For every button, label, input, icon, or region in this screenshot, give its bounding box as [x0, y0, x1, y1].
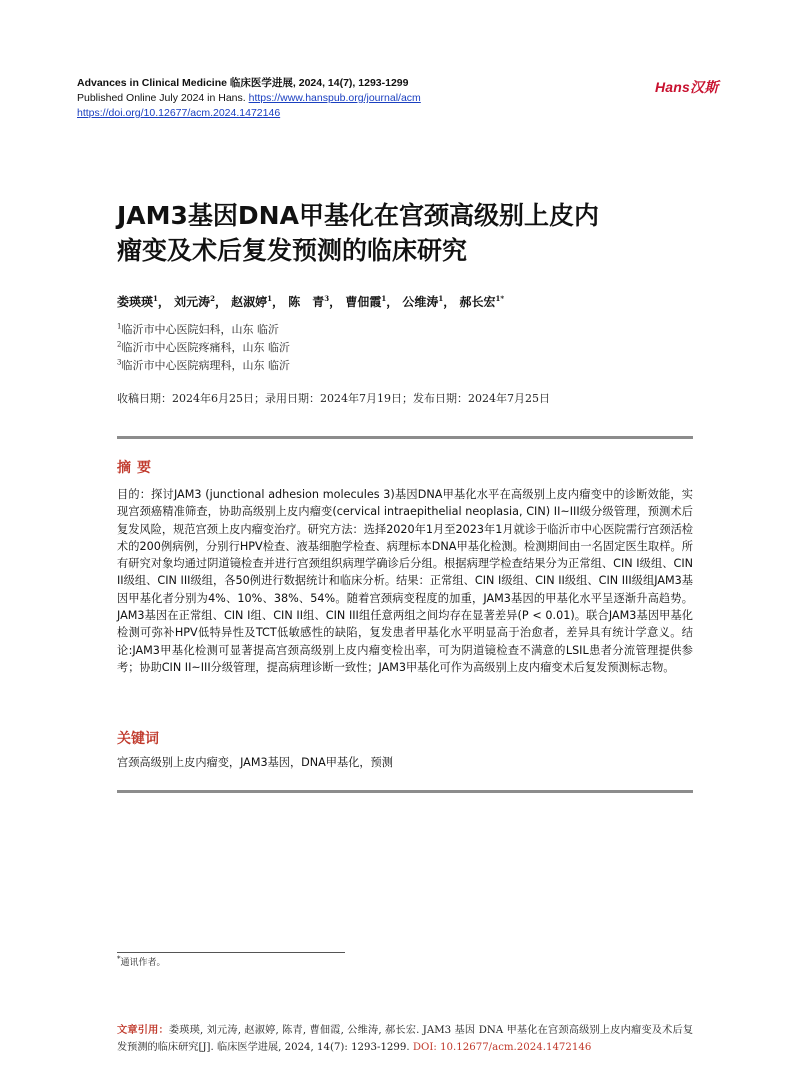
author: 郝长宏 — [459, 295, 496, 309]
author: 刘元涛 — [174, 295, 211, 309]
article-dates: 收稿日期：2024年6月25日；录用日期：2024年7月19日；发布日期：2024年7月25日 — [117, 392, 550, 405]
author: 公维涛 — [402, 295, 439, 309]
abstract-body: 目的：探讨JAM3 (junctional adhesion molecules 3)基因DNA甲基化水平在高级别上皮内瘤变中的诊断效能，实现宫颈癌精准筛查，协助高级别上皮内瘤变(cervical intraepithelial neoplasia, CIN) II~III级分级管理，预测术后复发风险，规范宫颈上皮内瘤变治疗。研究方法：选择2020年1月至2023年1月就诊于临沂市中心医院需行宫颈活检术的200例病例，分别行HPV检查、液基细胞学检查、病理标本DNA甲基化检测。检测期间由一名固定医生取样。所有研究对象均通过阴道镜检查并进行宫颈组织病理学确诊后分组。根据病理学检查结果分为正常组、CIN I级组、CIN II级组、CIN III级组，各50例进行数据统计和临床分析。结果：正常组、CIN I级组、CIN II级组、CIN III级组JAM3基因甲基化者分别为4%、10%、38%、54%。随着宫颈病变程度的加重，JAM3基因的甲基化水平呈逐渐升高趋势。JAM3基因在正常组、CIN I组、CIN II组、CIN III组任意两组之间均存在显著差异(P < 0.01)。联合JAM3基因甲基化检测可弥补HPV低特异性及TCT低敏感性的缺陷，复发患者甲基化水平明显高于治愈者，差异具有统计学意义。结论:JAM3甲基化检测可显著提高宫颈高级别上皮内瘤变检出率，可为阴道镜检查不满意的LSIL患者分流管理提供参考；协助CIN II~III分级管理，提高病理诊断一致性；JAM3甲基化可作为高级别上皮内瘤变术后复发预测标志物。 — [117, 488, 693, 674]
paper-title — [117, 198, 717, 268]
published-text: Published Online July 2024 in Hans. — [77, 92, 249, 104]
published-line — [77, 91, 677, 106]
affiliation-text: 临沂市中心医院疼痛科，山东 临沂 — [121, 341, 290, 354]
affiliation-text: 临沂市中心医院病理科，山东 临沂 — [121, 359, 290, 372]
affiliation — [117, 357, 290, 375]
author-affil-mark: 1 — [381, 294, 387, 303]
author: 陈 青 — [288, 295, 325, 309]
citation-doi-link[interactable]: DOI: 10.12677/acm.2024.1472146 — [412, 1042, 592, 1053]
author-affil-mark: 1 — [438, 294, 444, 303]
doi-link[interactable]: https://doi.org/10.12677/acm.2024.1472146 — [77, 107, 281, 119]
author-affil-mark: 3 — [324, 294, 330, 303]
section-divider-top — [117, 436, 693, 439]
author: 娄瑛瑛 — [117, 295, 154, 309]
affiliation — [117, 321, 290, 339]
author-list: 娄瑛瑛$^1$， 刘元涛$^2$， 赵淑婷$^1$， 陈 青$^3$， 曹佃霞$^1$， 公维涛$^1$， 郝长宏$^{1*}$ — [117, 294, 505, 309]
author: 曹佃霞 — [345, 295, 382, 309]
journal-header — [77, 76, 677, 121]
author-affil-mark: 1* — [495, 294, 505, 303]
abstract-heading: 摘要 — [117, 460, 157, 476]
title-line-1: JAM3基因DNA甲基化在宫颈高级别上皮内 — [117, 201, 599, 230]
author-affil-mark: 2 — [210, 294, 215, 303]
publisher-logo: Hans汉斯 — [655, 79, 719, 95]
title-line-2: 瘤变及术后复发预测的临床研究 — [117, 236, 468, 265]
footnote — [117, 955, 166, 968]
affiliation-mark: 2 — [117, 340, 122, 349]
affiliation-mark: 3 — [117, 358, 122, 367]
footnote-divider — [117, 952, 345, 953]
affiliation-mark: 1 — [117, 322, 122, 331]
citation-label: 文章引用： — [117, 1024, 169, 1036]
author: 赵淑婷 — [231, 295, 268, 309]
journal-link[interactable]: https://www.hanspub.org/journal/acm — [248, 92, 421, 104]
footnote-mark: * — [117, 955, 121, 963]
journal-name-cn: 临床医学进展, 2024, 14(7), 1293-1299 — [229, 77, 409, 89]
affiliation — [117, 339, 290, 357]
section-divider-bottom — [117, 790, 693, 793]
affiliation-list — [117, 321, 290, 375]
doi-line — [77, 106, 677, 121]
citation-block — [117, 1022, 693, 1056]
author-affil-mark: 1 — [267, 294, 273, 303]
author-affil-mark: 1 — [153, 294, 158, 303]
journal-citation-line — [77, 76, 677, 91]
keywords-body: 宫颈高级别上皮内瘤变，JAM3基因，DNA甲基化，预测 — [117, 756, 393, 769]
citation-text: 娄瑛瑛, 刘元涛, 赵淑婷, 陈青, 曹佃霞, 公维涛, 郝长宏. JAM3 基因 DNA 甲基化在宫颈高级别上皮内瘤变及术后复发预测的临床研究[J]. 临床医学进展, 2024, 14(7): 1293-1299. — [117, 1025, 694, 1053]
affiliation-text: 临沂市中心医院妇科，山东 临沂 — [121, 323, 279, 336]
journal-name: Advances in Clinical Medicine — [77, 77, 227, 89]
keywords-heading: 关键词 — [117, 731, 159, 747]
footnote-text: 通讯作者。 — [120, 958, 166, 968]
